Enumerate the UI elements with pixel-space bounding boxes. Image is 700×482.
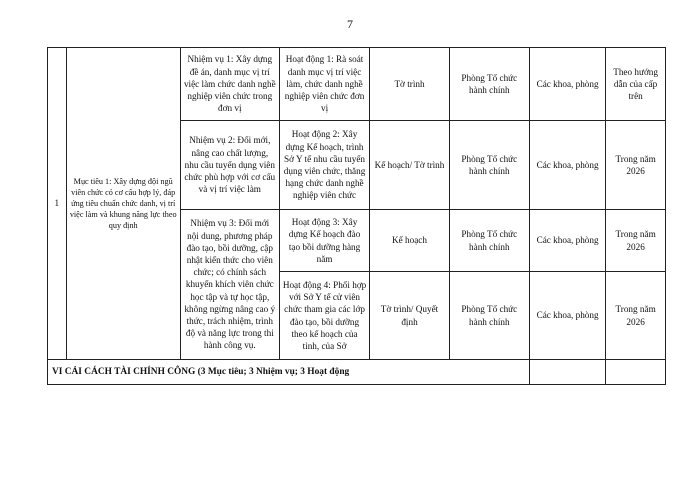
- lead-unit-cell: Phòng Tổ chức hành chính: [449, 210, 529, 272]
- activity-cell: Hoạt động 4: Phối hợp với Sở Y tế cử viên chức tham gia các lớp đào tạo, bồi dưỡng theo kế hoạch của tỉnh, của Sở: [279, 272, 370, 360]
- task-cell: Nhiệm vụ 2: Đổi mới, nâng cao chất lượng, nhu cầu tuyển dụng viên chức phù hợp với cơ cấu và vị trí việc làm: [180, 121, 279, 210]
- task-cell: Nhiệm vụ 3: Đổi mới nội dung, phương pháp đào tạo, bồi dưỡng, cập nhật kiến thức cho viên chức; có chính sách khuyến khích viên chức học tập và tự học tập, không ngừng nâng cao ý thức, trách nhiệm, trình độ và năng lực trong thi hành công vụ.: [180, 210, 279, 360]
- coop-unit-cell: Các khoa, phòng: [529, 210, 605, 272]
- time-cell: Trong năm 2026: [606, 121, 666, 210]
- time-cell: Trong năm 2026: [606, 210, 666, 272]
- lead-unit-cell: Phòng Tổ chức hành chính: [449, 121, 529, 210]
- table-row: [48, 48, 666, 121]
- section-heading: VI CẢI CÁCH TÀI CHÍNH CÔNG (3 Mục tiêu; 3 Nhiệm vụ; 3 Hoạt động: [48, 360, 530, 385]
- product-cell: Tờ trình: [370, 48, 449, 121]
- product-cell: Tờ trình/ Quyết định: [370, 272, 449, 360]
- activity-cell: Hoạt động 1: Rà soát danh mục vị trí việc làm, chức danh nghề nghiệp viên chức đơn vị: [279, 48, 370, 121]
- time-cell: Theo hướng dẫn của cấp trên: [606, 48, 666, 121]
- time-cell: Trong năm 2026: [606, 272, 666, 360]
- coop-unit-cell: Các khoa, phòng: [529, 272, 605, 360]
- plan-table: [47, 47, 666, 385]
- lead-unit-cell: Phòng Tổ chức hành chính: [449, 48, 529, 121]
- product-cell: Kế hoạch: [370, 210, 449, 272]
- coop-unit-cell: Các khoa, phòng: [529, 121, 605, 210]
- row-index: 1: [48, 48, 67, 360]
- empty-cell: [606, 360, 666, 385]
- empty-cell: [529, 360, 605, 385]
- coop-unit-cell: Các khoa, phòng: [529, 48, 605, 121]
- goal-cell: Mục tiêu 1: Xây dựng đội ngũ viên chức có cơ cấu hợp lý, đáp ứng tiêu chuẩn chức danh, vị trí việc làm và khung năng lực theo quy định: [66, 48, 180, 360]
- task-cell: Nhiệm vụ 1: Xây dựng đề án, danh mục vị trí việc làm chức danh nghề nghiệp viên chức trong đơn vị: [180, 48, 279, 121]
- activity-cell: Hoạt động 2: Xây dựng Kế hoạch, trình Sở Y tế nhu cầu tuyển dụng viên chức, thăng hạng chức danh nghề nghiệp viên chức: [279, 121, 370, 210]
- activity-cell: Hoạt động 3: Xây dựng Kế hoạch đào tạo bồi dưỡng hàng năm: [279, 210, 370, 272]
- page-number: 7: [347, 17, 353, 31]
- section-row: [48, 360, 666, 385]
- lead-unit-cell: Phòng Tổ chức hành chính: [449, 272, 529, 360]
- product-cell: Kế hoạch/ Tờ trình: [370, 121, 449, 210]
